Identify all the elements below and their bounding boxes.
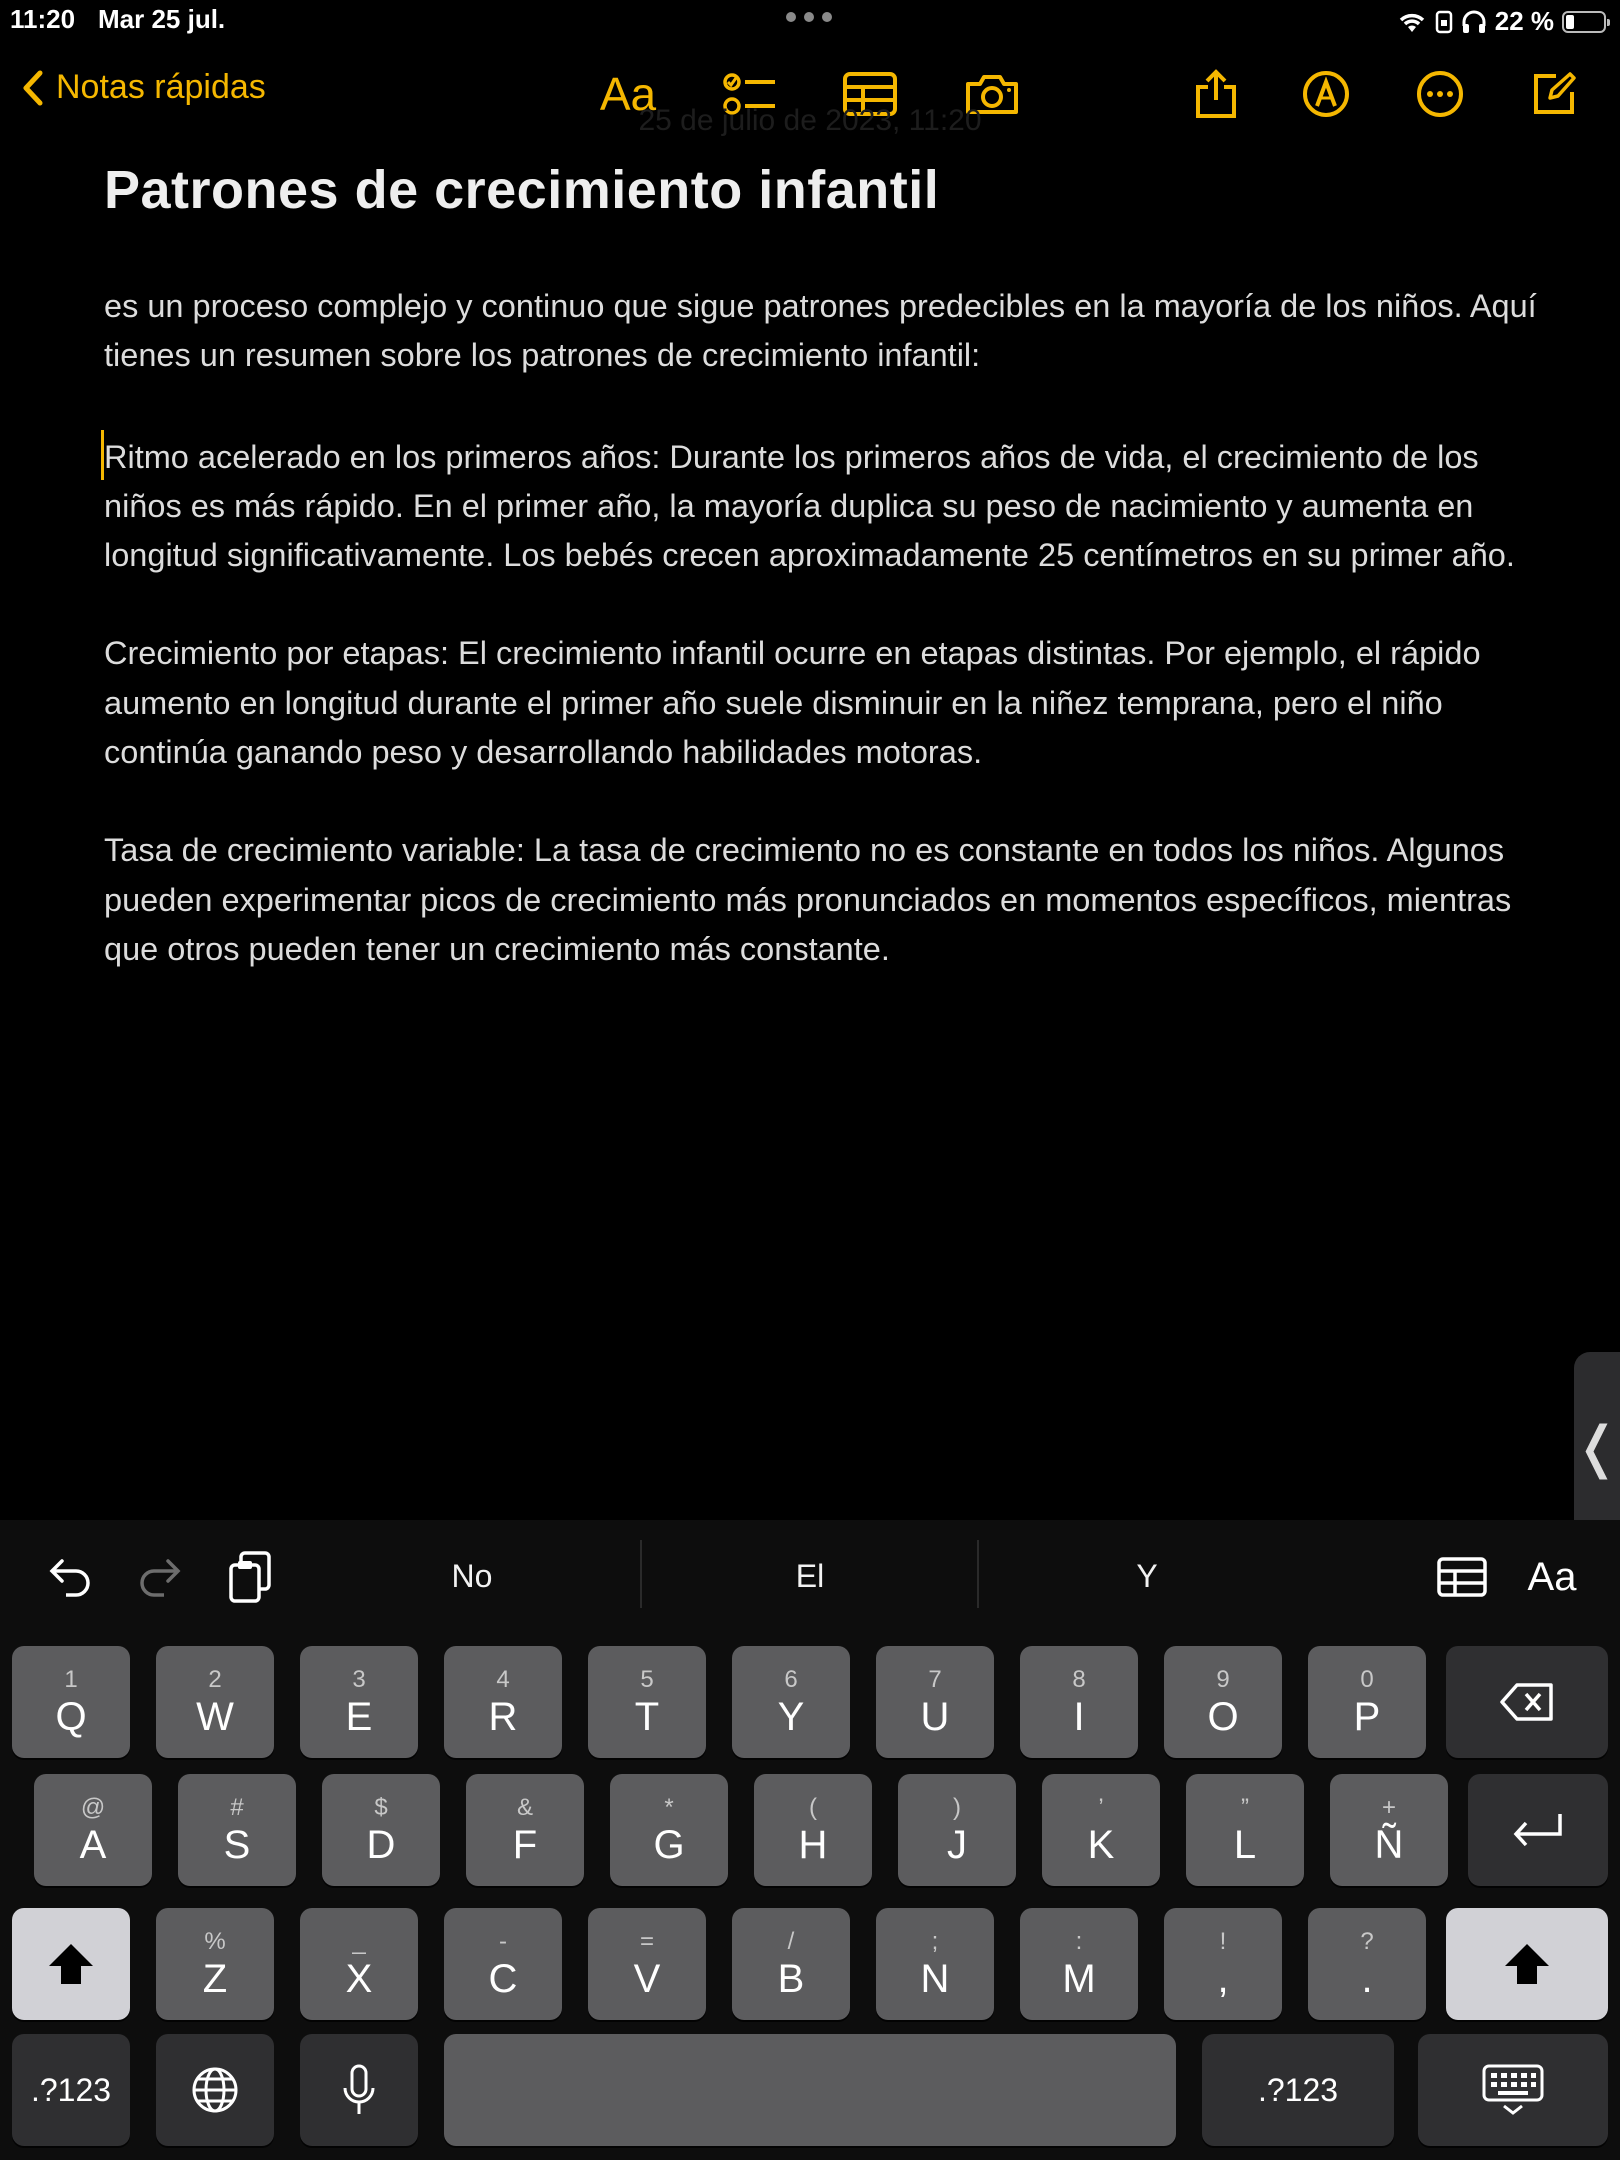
- key-hint: 8: [1072, 1666, 1086, 1693]
- chevron-left-icon: [22, 70, 44, 106]
- key-label: T: [634, 1695, 660, 1739]
- key-2-3[interactable]: [588, 1908, 706, 2020]
- key-2-4[interactable]: [732, 1908, 850, 2020]
- keyboard-toolbar: [0, 1520, 1620, 1630]
- key-label: D: [366, 1823, 396, 1867]
- key-hint: 7: [928, 1666, 942, 1693]
- key-label: S: [223, 1823, 251, 1867]
- key-0-8[interactable]: [1164, 1646, 1282, 1758]
- key-0-4[interactable]: [588, 1646, 706, 1758]
- key-hint: 6: [784, 1666, 798, 1693]
- key-1-3[interactable]: [466, 1774, 584, 1886]
- key-1-1[interactable]: [178, 1774, 296, 1886]
- key-0-1[interactable]: [156, 1646, 274, 1758]
- key-hint: 4: [496, 1666, 510, 1693]
- globe-key[interactable]: [156, 2034, 274, 2146]
- key-1-8[interactable]: [1186, 1774, 1304, 1886]
- key-hint: *: [664, 1794, 674, 1821]
- text-format-button[interactable]: [1522, 1552, 1582, 1602]
- status-time: 11:20: [10, 4, 76, 34]
- key-hint: 0: [1360, 1666, 1374, 1693]
- key-0-6[interactable]: [876, 1646, 994, 1758]
- key-2-2[interactable]: [444, 1908, 562, 2020]
- key-label: V: [633, 1957, 661, 2001]
- suggestion-3[interactable]: Y: [1136, 1558, 1158, 1594]
- key-hint: %: [204, 1928, 226, 1955]
- headphones-icon: [1461, 10, 1487, 34]
- shift-key-left[interactable]: [12, 1908, 130, 2020]
- key-label: N: [920, 1957, 950, 2001]
- key-label: Y: [777, 1695, 805, 1739]
- microphone-icon: [341, 2064, 377, 2116]
- note-body[interactable]: [104, 150, 1544, 974]
- key-label: Ñ: [1374, 1823, 1404, 1867]
- key-hint: (: [809, 1794, 817, 1821]
- note-paragraph[interactable]: es un proceso complejo y continuo que sigue patrones predecibles en la mayoría de los niños. Aquí tienes un resumen sobre los patrones de crecimiento infantil:: [104, 288, 1537, 374]
- paste-button[interactable]: [220, 1552, 280, 1602]
- shift-icon: [46, 1941, 96, 1987]
- key-label: .: [1361, 1957, 1373, 2001]
- key-label: B: [777, 1957, 805, 2001]
- back-button[interactable]: [22, 68, 266, 107]
- key-hint: -: [499, 1928, 507, 1955]
- wifi-icon: [1397, 10, 1427, 34]
- key-1-4[interactable]: [610, 1774, 728, 1886]
- key-hint: _: [352, 1928, 366, 1955]
- key-hint: :: [1075, 1928, 1083, 1955]
- key-label: P: [1353, 1695, 1381, 1739]
- back-label: Notas rápidas: [56, 68, 266, 106]
- key-1-5[interactable]: [754, 1774, 872, 1886]
- key-0-3[interactable]: [444, 1646, 562, 1758]
- key-label: J: [947, 1823, 967, 1867]
- return-icon: [1510, 1810, 1566, 1850]
- note-title[interactable]: Patrones de crecimiento infantil: [104, 160, 940, 220]
- key-0-9[interactable]: [1308, 1646, 1426, 1758]
- key-hint: +: [1381, 1794, 1396, 1821]
- key-label: I: [1073, 1695, 1085, 1739]
- keyboard-dismiss-icon: [1482, 2064, 1544, 2116]
- delete-key[interactable]: [1446, 1646, 1608, 1758]
- key-hint: ”: [1241, 1794, 1249, 1821]
- key-label: W: [196, 1695, 234, 1739]
- key-label: R: [488, 1695, 518, 1739]
- key-hint: ): [953, 1794, 961, 1821]
- key-1-7[interactable]: [1042, 1774, 1160, 1886]
- key-label: O: [1207, 1695, 1239, 1739]
- note-date-header: 25 de julio de 2023, 11:20: [638, 104, 982, 137]
- key-label: H: [798, 1823, 828, 1867]
- note-paragraph-cursor[interactable]: [104, 430, 1544, 581]
- insert-table-button[interactable]: [1432, 1552, 1492, 1602]
- key-hint: $: [374, 1794, 388, 1821]
- key-label: K: [1087, 1823, 1115, 1867]
- key-label: F: [512, 1823, 538, 1867]
- key-1-6[interactable]: [898, 1774, 1016, 1886]
- key-hint: =: [639, 1928, 654, 1955]
- key-2-1[interactable]: [300, 1908, 418, 2020]
- note-paragraph-text[interactable]: Ritmo acelerado en los primeros años: Durante los primeros años de vida, el crecimiento de los niños es más rápido. En el primer año, la mayoría duplica su peso de nacimiento y aumenta en longitud significativamente. Los bebés crecen aproximadamente 25 centímetros en su primer año.: [104, 438, 1515, 574]
- space-key[interactable]: [444, 2034, 1176, 2146]
- status-date: Mar 25 jul.: [98, 4, 226, 34]
- suggestion-2[interactable]: El: [795, 1558, 825, 1594]
- key-label: U: [920, 1695, 950, 1739]
- text-format-label: Aa: [1527, 1554, 1577, 1599]
- format-label: Aa: [599, 68, 657, 120]
- key-2-6[interactable]: [1020, 1908, 1138, 2020]
- suggestion-1[interactable]: No: [451, 1558, 493, 1594]
- key-hint: @: [80, 1794, 106, 1821]
- key-hint: 1: [64, 1666, 78, 1693]
- key-label: C: [488, 1957, 518, 2001]
- globe-icon: [190, 2065, 240, 2115]
- battery-icon: [1562, 11, 1606, 33]
- lock-rotation-icon: [1435, 10, 1453, 34]
- undo-button[interactable]: [40, 1552, 100, 1602]
- chevron-left-icon: ❬: [1573, 1415, 1620, 1478]
- sidebar-handle[interactable]: [1574, 1352, 1620, 1542]
- key-hint: ;: [931, 1928, 939, 1955]
- multitasking-dots-icon[interactable]: [786, 12, 832, 22]
- clipboard-icon: [227, 1551, 273, 1603]
- key-hint: &: [516, 1794, 533, 1821]
- key-label: G: [653, 1823, 685, 1867]
- key-hint: 3: [352, 1666, 366, 1693]
- key-0-7[interactable]: [1020, 1646, 1138, 1758]
- key-hint: ?: [1360, 1928, 1374, 1955]
- key-label: E: [345, 1695, 373, 1739]
- key-0-0[interactable]: [12, 1646, 130, 1758]
- undo-icon: [48, 1557, 92, 1597]
- key-2-0[interactable]: [156, 1908, 274, 2020]
- numbers-label: .?123: [30, 2071, 112, 2108]
- dictation-key[interactable]: [300, 2034, 418, 2146]
- key-1-0[interactable]: [34, 1774, 152, 1886]
- note-paragraph[interactable]: Tasa de crecimiento variable: La tasa de crecimiento no es constante en todos los niños. Algunos pueden experimentar picos de crecimiento más pronunciados en momentos específicos, mientras que otros pueden tener un crecimiento más constante.: [104, 832, 1512, 967]
- key-1-9[interactable]: [1330, 1774, 1448, 1886]
- note-paragraph[interactable]: Crecimiento por etapas: El crecimiento infantil ocurre en etapas distintas. Por ejemplo, el rápido aumento en longitud durante el primer año suele disminuir en la niñez temprana, pero el niño continúa ganando peso y desarrollando habilidades motoras.: [104, 635, 1481, 771]
- numbers-key-right[interactable]: [1202, 2034, 1394, 2146]
- battery-percent: 22 %: [1494, 6, 1554, 36]
- numbers-key-left[interactable]: [12, 2034, 130, 2146]
- key-hint: 5: [640, 1666, 654, 1693]
- key-hint: ’: [1098, 1794, 1104, 1821]
- key-hint: #: [230, 1794, 244, 1821]
- table-icon: [1437, 1557, 1487, 1597]
- key-2-7[interactable]: [1164, 1908, 1282, 2020]
- key-label: M: [1062, 1957, 1096, 2001]
- key-label: Q: [55, 1695, 87, 1739]
- key-hint: /: [787, 1928, 795, 1955]
- key-hint: 9: [1216, 1666, 1230, 1693]
- redo-icon: [138, 1557, 182, 1597]
- key-label: X: [345, 1957, 373, 2001]
- keyboard: [0, 1520, 1620, 2160]
- key-1-2[interactable]: [322, 1774, 440, 1886]
- key-label: ,: [1217, 1957, 1229, 2001]
- status-bar: [0, 0, 1620, 44]
- key-0-5[interactable]: [732, 1646, 850, 1758]
- redo-button[interactable]: [130, 1552, 190, 1602]
- key-hint: 2: [208, 1666, 222, 1693]
- shift-icon: [1502, 1941, 1552, 1987]
- shift-key-right[interactable]: [1446, 1908, 1608, 2020]
- return-key[interactable]: [1468, 1774, 1608, 1886]
- key-label: A: [79, 1823, 107, 1867]
- key-label: L: [1233, 1823, 1257, 1867]
- key-2-5[interactable]: [876, 1908, 994, 2020]
- key-hint: !: [1219, 1928, 1227, 1955]
- key-0-2[interactable]: [300, 1646, 418, 1758]
- hide-keyboard-key[interactable]: [1418, 2034, 1608, 2146]
- key-2-8[interactable]: [1308, 1908, 1426, 2020]
- key-label: Z: [202, 1957, 228, 2001]
- numbers-label: .?123: [1257, 2071, 1339, 2108]
- delete-backward-icon: [1499, 1682, 1555, 1722]
